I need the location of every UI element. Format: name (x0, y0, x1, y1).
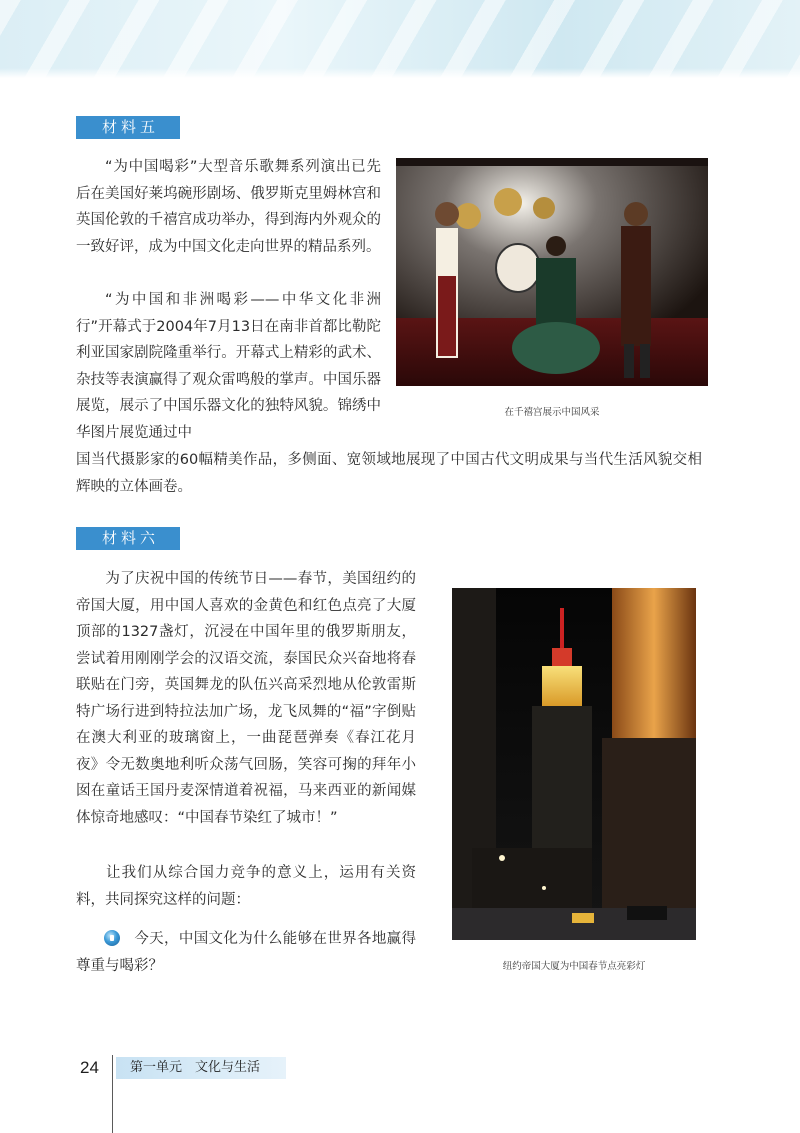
unit-title: 第一单元 文化与生活 (116, 1057, 286, 1079)
material-5-paragraph-2: “为中国和非洲喝彩——中华文化非洲行”开幕式于2004年7月13日在南非首都比勒陀利亚国家剧院隆重举行。开幕式上精彩的武术、杂技等表演赢得了观众雷鸣般的掌声。中国乐器展览，展示了中国乐器文化的独特风貌。锦绣中华图片展览通过中 (76, 292, 381, 441)
inquiry-question: 今天，中国文化为什么能够在世界各地赢得尊重与喝彩？ (76, 931, 416, 974)
empire-state-photo-caption: 纽约帝国大厦为中国春节点亮彩灯 (502, 961, 646, 972)
footer-divider (112, 1055, 113, 1133)
section-label-material-6: 材料六 (76, 527, 180, 550)
section-label-material-5: 材料五 (76, 116, 180, 139)
header-banner (0, 0, 800, 78)
concert-photo-image (396, 158, 708, 386)
empire-state-building-image (452, 588, 696, 940)
material-6-paragraph-2: 让我们从综合国力竞争的意义上，运用有关资料，共同探究这样的问题： (76, 865, 416, 908)
concert-photo (396, 158, 708, 386)
material-6-paragraph-1: 为了庆祝中国的传统节日——春节，美国纽约的帝国大厦，用中国人喜欢的金黄色和红色点亮了大厦顶部的1327盏灯，沉浸在中国年里的俄罗斯朋友，尝试着用刚刚学会的汉语交流，泰国民众兴奋地将春联贴在门旁，英国舞龙的队伍兴高采烈地从伦敦雷斯特广场行进到特拉法加广场，龙飞凤舞的“福”字倒贴在澳大利亚的玻璃窗上，一曲琵琶弹奏《春江花月夜》令无数奥地利听众荡气回肠，笑容可掬的拜年小囡在童话王国丹麦深情道着祝福，马来西亚的新闻媒体惊奇地感叹：“中国春节染红了城市！” (76, 571, 416, 826)
material-5-paragraph-1: “为中国喝彩”大型音乐歌舞系列演出已先后在美国好莱坞碗形剧场、俄罗斯克里姆林宫和英国伦敦的千禧宫成功举办，得到海内外观众的一致好评，成为中国文化走向世界的精品系列。 (76, 159, 381, 255)
concert-photo-caption: 在千禧宫展示中国风采 (504, 407, 600, 418)
material-5-paragraph-2-continued: 国当代摄影家的60幅精美作品，多侧面、宽领域地展现了中国古代文明成果与当代生活风貌交相辉映的立体画卷。 (76, 452, 702, 495)
empire-state-building-photo (452, 588, 696, 940)
page-number: 24 (80, 1058, 99, 1077)
